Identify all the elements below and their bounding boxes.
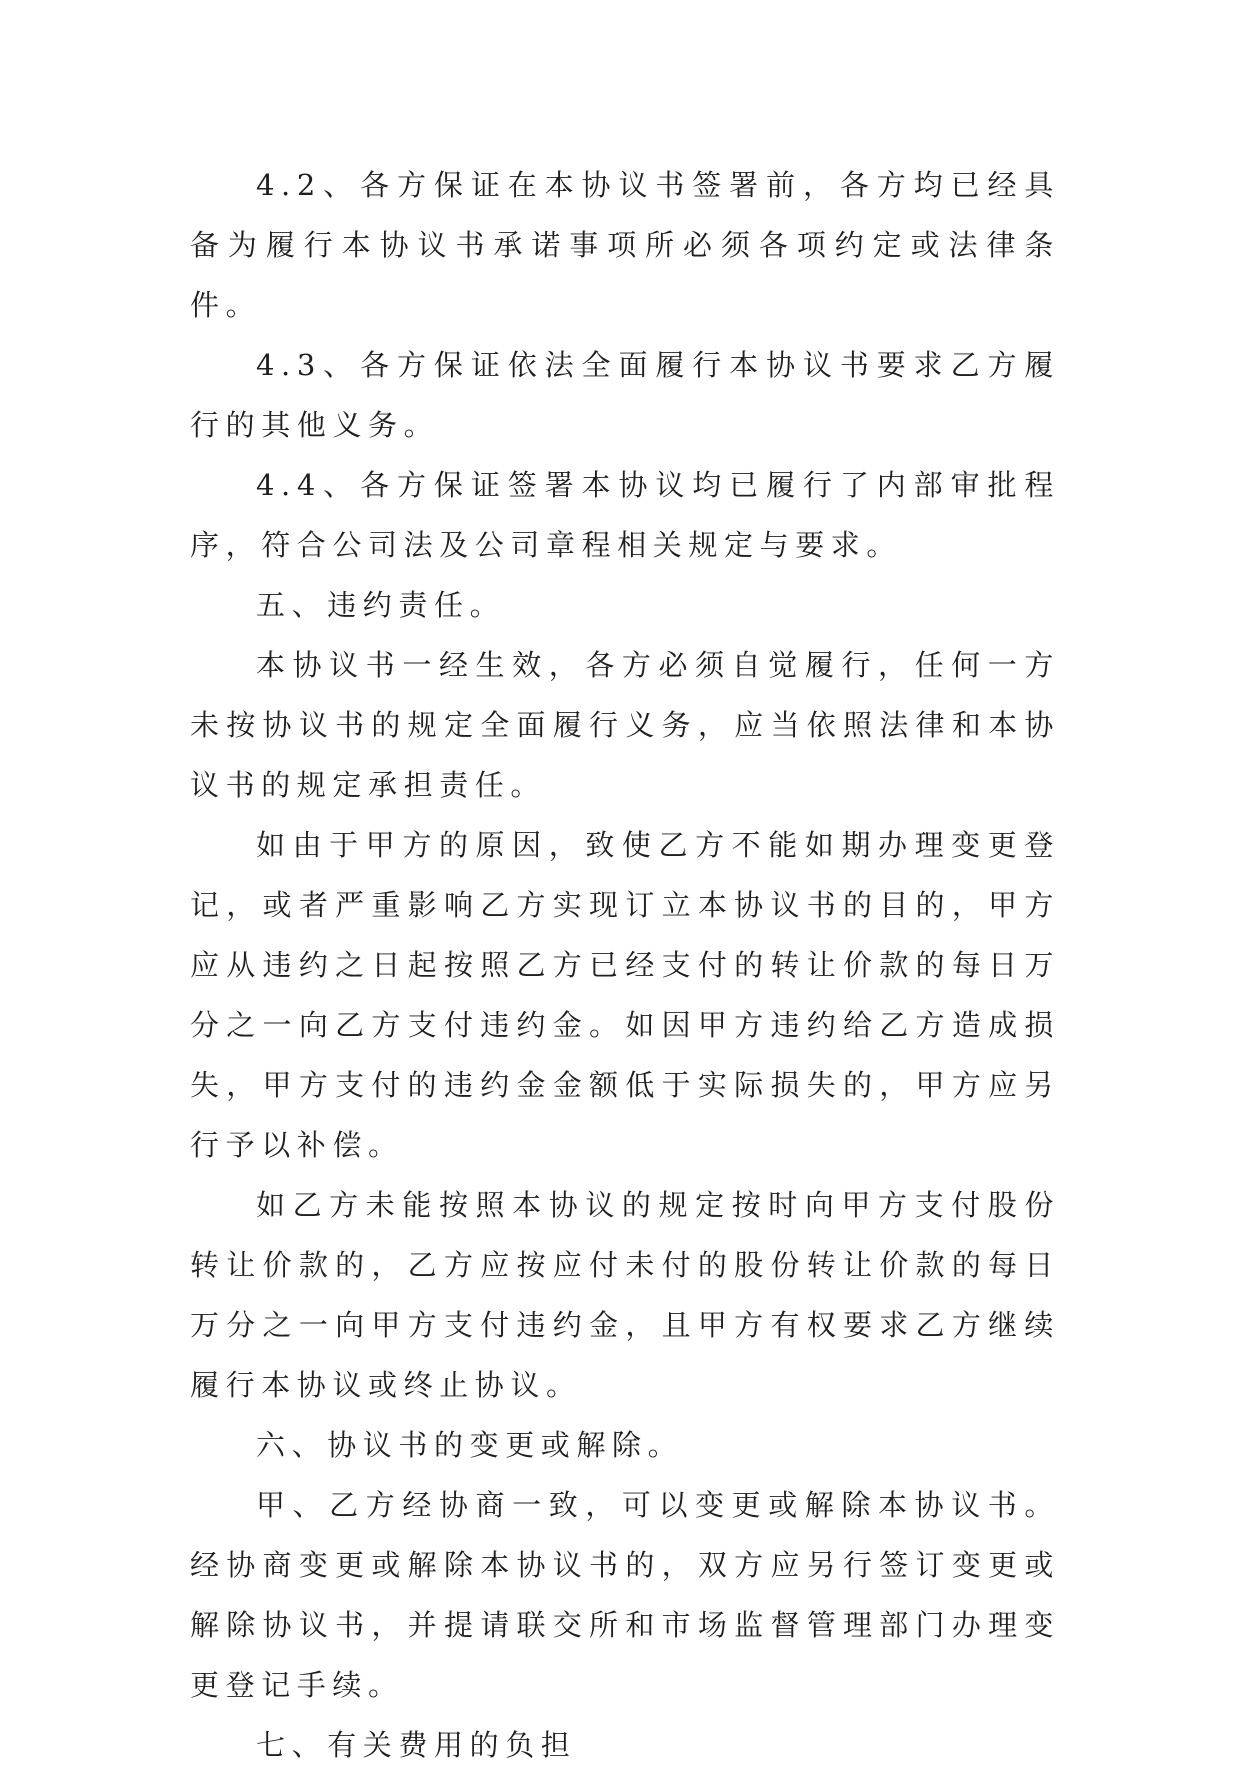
clause-4-4: 4.4、各方保证签署本协议均已履行了内部审批程序，符合公司法及公司章程相关规定与要求。 [190, 468, 1060, 562]
section-heading-amendment: 六、协议书的变更或解除。 [256, 1428, 684, 1462]
breach-general-paragraph: 本协议书一经生效，各方必须自觉履行，任何一方未按协议书的规定全面履行义务，应当依照法律和本协议书的规定承担责任。 [190, 648, 1060, 802]
document-body [190, 155, 1060, 1775]
amendment-paragraph: 甲、乙方经协商一致，可以变更或解除本协议书。经协商变更或解除本协议书的，双方应另行签订变更或解除协议书，并提请联交所和市场监督管理部门办理变更登记手续。 [190, 1488, 1060, 1702]
breach-party-a-paragraph: 如由于甲方的原因，致使乙方不能如期办理变更登记，或者严重影响乙方实现订立本协议书的目的，甲方应从违约之日起按照乙方已经支付的转让价款的每日万分之一向乙方支付违约金。如因甲方违约给乙方造成损失，甲方支付的违约金金额低于实际损失的，甲方应另行予以补偿。 [190, 828, 1060, 1162]
clause-4-3: 4.3、各方保证依法全面履行本协议书要求乙方履行的其他义务。 [190, 348, 1060, 442]
section-heading-breach: 五、违约责任。 [256, 588, 506, 622]
breach-party-b-paragraph: 如乙方未能按照本协议的规定按时向甲方支付股份转让价款的，乙方应按应付未付的股份转让价款的每日万分之一向甲方支付违约金，且甲方有权要求乙方继续履行本协议或终止协议。 [190, 1188, 1060, 1402]
section-heading-fees: 七、有关费用的负担 [256, 1728, 577, 1762]
clause-4-2: 4.2、各方保证在本协议书签署前，各方均已经具备为履行本协议书承诺事项所必须各项约定或法律条件。 [190, 168, 1060, 322]
